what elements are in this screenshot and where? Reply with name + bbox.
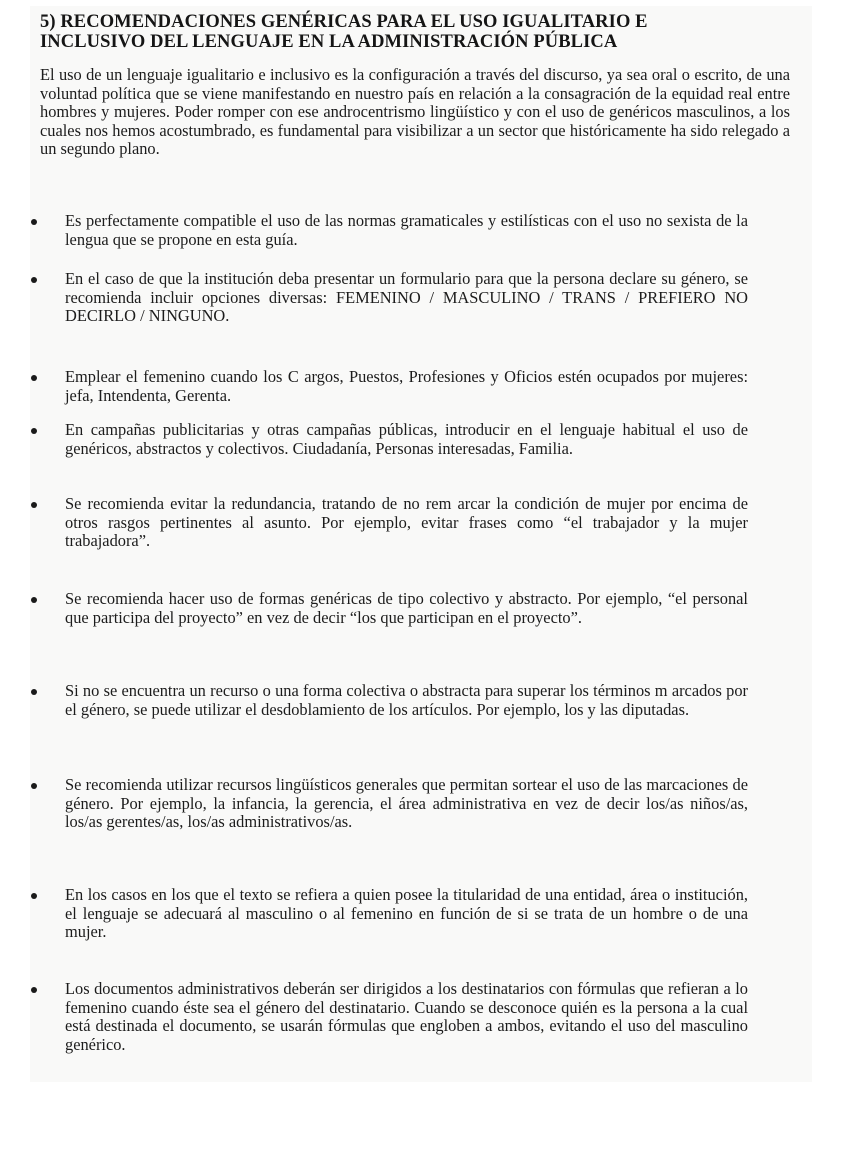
list-item [65,212,748,249]
bullet-icon [31,277,37,283]
list-item-text: En el caso de que la institución deba presentar un formulario para que la persona declare su género, se recomienda incluir opciones diversas: FEMENINO / MASCULINO / TRANS / PREFIERO NO DECIRLO / NINGUNO. [65,269,748,326]
section-title [40,0,790,52]
bullet-icon [31,375,37,381]
bullet-icon [31,502,37,508]
list-item-text: En campañas publicitarias y otras campañas públicas, introducir en el lenguaje habitual el uso de genéricos, abstractos y colectivos. Ciudadanía, Personas interesadas, Familia. [65,420,748,458]
bullet-icon [31,783,37,789]
intro-paragraph: El uso de un lenguaje igualitario e inclusivo es la configuración a través del discurso, ya sea oral o escrito, de una voluntad política que se viene manifestando en nuestro país en relación a la consagración de la equidad real entre hombres y mujeres. Poder romper con ese androcentrismo lingüístico y con el uso de genéricos masculinos, a los cuales nos hemos acostumbrado, es fundamental para visibilizar a un sector que históricamente ha sido relegado a un segundo plano. [40,65,790,159]
list-item [65,886,748,942]
list-item-text: Los documentos administrativos deberán ser dirigidos a los destinatarios con fórmulas que refieran a lo femenino cuando éste sea el género del destinatario. Cuando se desconoce quién es la persona a la cual está destinada el documento, se usarán fórmulas que engloben a ambos, evitando el uso del masculino genérico. [65,979,748,1054]
list-item-text: Es perfectamente compatible el uso de las normas gramaticales y estilísticas con el uso no sexista de la lengua que se propone en esta guía. [65,211,748,249]
document-body [40,0,790,159]
list-item-text: Si no se encuentra un recurso o una forma colectiva o abstracta para superar los términos m arcados por el género, se puede utilizar el desdoblamiento de los artículos. Por ejemplo, los y las diputadas. [65,681,748,719]
list-item-text: Se recomienda evitar la redundancia, tratando de no rem arcar la condición de mujer por encima de otros rasgos pertinentes al asunto. Por ejemplo, evitar frases como “el trabajador y la mujer trabajadora”. [65,494,748,551]
bullet-icon [31,893,37,899]
bullet-icon [31,428,37,434]
bullet-icon [31,597,37,603]
bullet-icon [31,219,37,225]
list-item [65,270,748,326]
section-title-line-2: INCLUSIVO DEL LENGUAJE EN LA ADMINISTRACIÓN PÚBLICA [40,32,618,52]
list-item-text: Se recomienda hacer uso de formas genéricas de tipo colectivo y abstracto. Por ejemplo, “el personal que participa del proyecto” en vez de decir “los que participan en el proyecto”. [65,589,748,627]
section-title-line-1: 5) RECOMENDACIONES GENÉRICAS PARA EL USO IGUALITARIO E [40,12,648,32]
list-item [65,495,748,551]
list-item [65,421,748,458]
list-item-text: En los casos en los que el texto se refiera a quien posee la titularidad de una entidad, área o institución, el lenguaje se adecuará al masculino o al femenino en función de si se trata de un hombre o de una mujer. [65,885,748,942]
list-item [65,590,748,627]
list-item [65,980,748,1054]
list-item-text: Emplear el femenino cuando los C argos, Puestos, Profesiones y Oficios estén ocupados por mujeres: jefa, Intendenta, Gerenta. [65,367,748,405]
bullet-icon [31,689,37,695]
list-item [65,368,748,405]
list-item-text: Se recomienda utilizar recursos lingüísticos generales que permitan sortear el uso de las marcaciones de género. Por ejemplo, la infancia, la gerencia, el área administrativa en vez de decir los/as niños/as, los/as gerentes/as, los/as administrativos/as. [65,775,748,832]
list-item [65,682,748,719]
list-item [65,776,748,832]
bullet-icon [31,987,37,993]
